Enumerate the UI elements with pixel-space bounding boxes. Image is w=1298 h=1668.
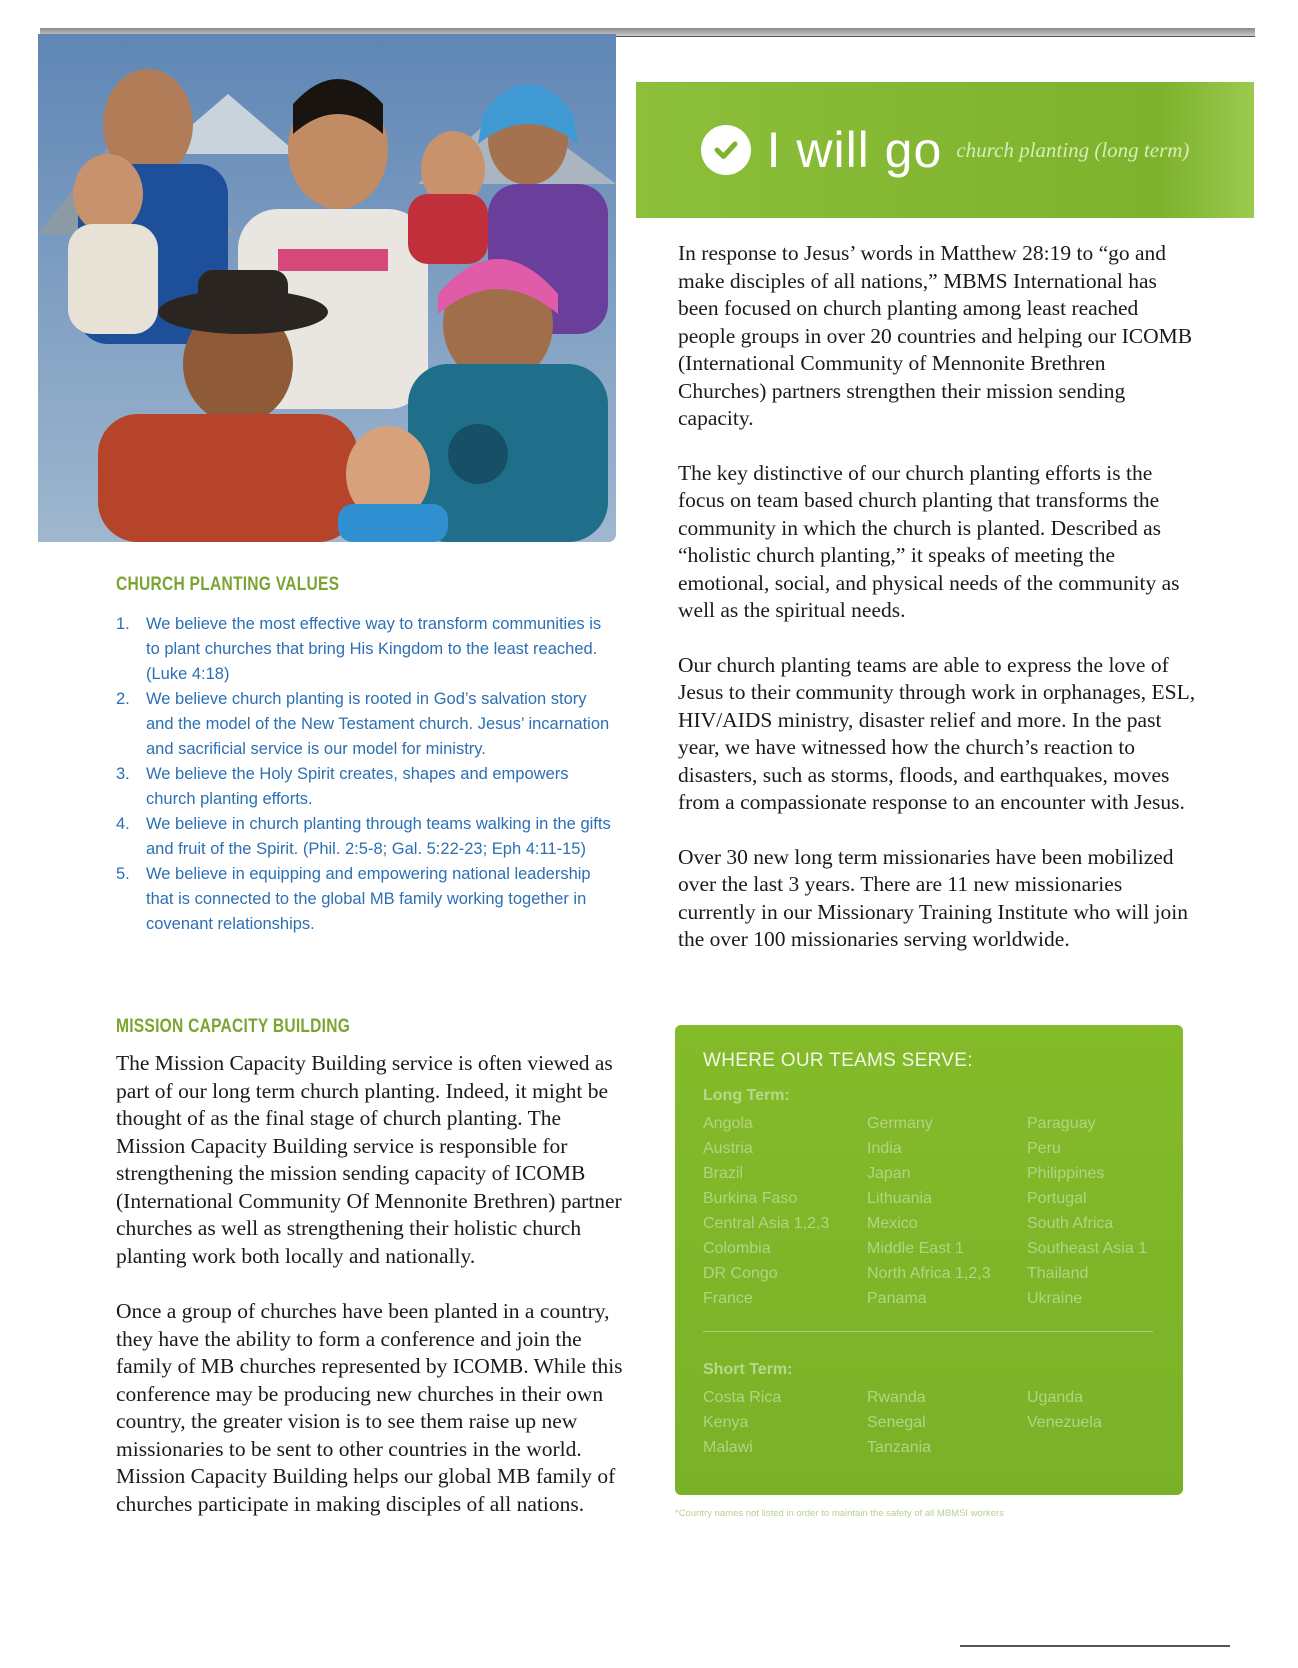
country-name: Peru xyxy=(1027,1140,1061,1157)
country-name: Senegal xyxy=(867,1414,926,1431)
item-number: 4. xyxy=(116,815,130,833)
values-heading: CHURCH PLANTING VALUES xyxy=(116,574,340,595)
country-name: Southeast Asia 1 xyxy=(1027,1240,1148,1257)
country-name: Middle East 1 xyxy=(867,1240,964,1257)
item-number: 3. xyxy=(116,765,130,783)
i-will-go-banner xyxy=(636,82,1254,218)
country-name: Mexico xyxy=(867,1215,918,1232)
intro-text xyxy=(678,240,1198,981)
item-text: We believe in equipping and empowering national leadership that is connected to the global MB family working together in covenant relationships. xyxy=(146,865,591,933)
country-name: Japan xyxy=(867,1165,911,1182)
country-name: Central Asia 1,2,3 xyxy=(703,1215,830,1232)
mcb-text xyxy=(116,1050,626,1546)
country-name: Uganda xyxy=(1027,1389,1084,1406)
country-name: Venezuela xyxy=(1027,1414,1102,1431)
country-name: DR Congo xyxy=(703,1265,778,1282)
item-number: 5. xyxy=(116,865,130,883)
country-name: Austria xyxy=(703,1140,753,1157)
country-name: France xyxy=(703,1290,753,1307)
country-name: Germany xyxy=(867,1115,933,1132)
country-name: Tanzania xyxy=(867,1439,932,1456)
item-text: We believe church planting is rooted in God’s salvation story and the model of the New Testament church. Jesus’ incarnation and sacrificial service is our model for ministry. xyxy=(146,690,610,758)
country-name xyxy=(1027,1435,1187,1460)
country-name: Burkina Faso xyxy=(703,1190,798,1207)
country-name: Lithuania xyxy=(867,1190,932,1207)
banner-subtitle: church planting (long term) xyxy=(956,137,1190,162)
long-term-grid xyxy=(703,1111,1187,1311)
box-title: WHERE OUR TEAMS SERVE: xyxy=(703,1050,973,1071)
country-name: North Africa 1,2,3 xyxy=(867,1265,991,1282)
country-name: Thailand xyxy=(1027,1265,1089,1282)
mcb-paragraph: The Mission Capacity Building service is often viewed as part of our long term church planting. Indeed, it might be thought of as the final stage of church planting. The Mission Capacity Building service is responsible for strengthening the mission sending capacity of ICOMB (International Community Of Mennonite Brethren) partner churches as well as strengthening their holistic church planting work both locally and nationally. xyxy=(116,1051,622,1268)
item-text: We believe the Holy Spirit creates, shapes and empowers church planting efforts. xyxy=(146,765,569,808)
list-item xyxy=(116,762,616,812)
country-name: Ukraine xyxy=(1027,1290,1083,1307)
item-text: We believe the most effective way to transform communities is to plant churches that bring His Kingdom to the least reached. (Luke 4:18) xyxy=(146,615,602,683)
mcb-paragraph: Once a group of churches have been planted in a country, they have the ability to form a conference and join the family of MB churches represented by ICOMB. While this conference may be producing new churches in their own country, the greater vision is to see them raise up new missionaries to be sent to other countries in the world. Mission Capacity Building helps our global MB family of churches participate in making disciples of all nations. xyxy=(116,1299,623,1516)
intro-paragraph: In response to Jesus’ words in Matthew 28:19 to “go and make disciples of all nations,” MBMS International has been focused on church planting among least reached people groups in over 20 countries and helping our ICOMB (International Community of Mennonite Brethren Churches) partners strengthen their mission sending capacity. xyxy=(678,241,1193,430)
check-circle-icon xyxy=(701,125,751,175)
item-text: We believe in church planting through teams walking in the gifts and fruit of the Spirit. (Phil. 2:5-8; Gal. 5:22-23; Eph 4:11-15) xyxy=(146,815,611,858)
country-name: South Africa xyxy=(1027,1215,1114,1232)
intro-paragraph: The key distinctive of our church planting efforts is the focus on team based church planting that transforms the community in which the church is planted. Described as “holistic church planting,” it speaks of meeting the emotional, social, and physical needs of the community as well as the spiritual needs. xyxy=(678,460,1180,622)
list-item xyxy=(116,812,616,862)
where-teams-serve-box xyxy=(675,1025,1183,1495)
short-term-grid xyxy=(703,1385,1187,1460)
bottom-rule xyxy=(960,1645,1230,1647)
country-name: Panama xyxy=(867,1290,927,1307)
country-name: Portugal xyxy=(1027,1190,1087,1207)
list-item xyxy=(116,862,616,937)
values-list xyxy=(116,612,616,937)
intro-paragraph: Over 30 new long term missionaries have been mobilized over the last 3 years. There are 11 new missionaries currently in our Missionary Training Institute who will join the over 100 missionaries serving worldwide. xyxy=(678,844,1189,951)
item-number: 2. xyxy=(116,690,130,708)
mcb-heading: MISSION CAPACITY BUILDING xyxy=(116,1016,351,1037)
country-name: Rwanda xyxy=(867,1389,926,1406)
long-term-label: Long Term: xyxy=(703,1087,790,1104)
item-number: 1. xyxy=(116,615,130,633)
country-name: Philippines xyxy=(1027,1165,1105,1182)
list-item xyxy=(116,687,616,762)
country-name: Brazil xyxy=(703,1165,744,1182)
list-item xyxy=(116,612,616,687)
short-term-label: Short Term: xyxy=(703,1361,793,1378)
country-name: Angola xyxy=(703,1115,753,1132)
family-photo xyxy=(38,34,616,542)
country-name: Kenya xyxy=(703,1414,749,1431)
country-name: India xyxy=(867,1140,902,1157)
country-name: Colombia xyxy=(703,1240,771,1257)
divider xyxy=(703,1331,1153,1332)
photo-illustration xyxy=(38,34,616,542)
country-name: Paraguay xyxy=(1027,1115,1096,1132)
banner-title: I will go xyxy=(766,122,943,178)
country-name: Costa Rica xyxy=(703,1389,782,1406)
footnote: *Country names not listed in order to maintain the safety of all MBMSI workers xyxy=(675,1508,1004,1519)
intro-paragraph: Our church planting teams are able to express the love of Jesus to their community through work in orphanages, ESL, HIV/AIDS ministry, disaster relief and more. In the past year, we have witnessed how the church’s reaction to disasters, such as storms, floods, and earthquakes, moves from a compassionate response to an encounter with Jesus. xyxy=(678,652,1196,814)
country-name: Malawi xyxy=(703,1439,753,1456)
